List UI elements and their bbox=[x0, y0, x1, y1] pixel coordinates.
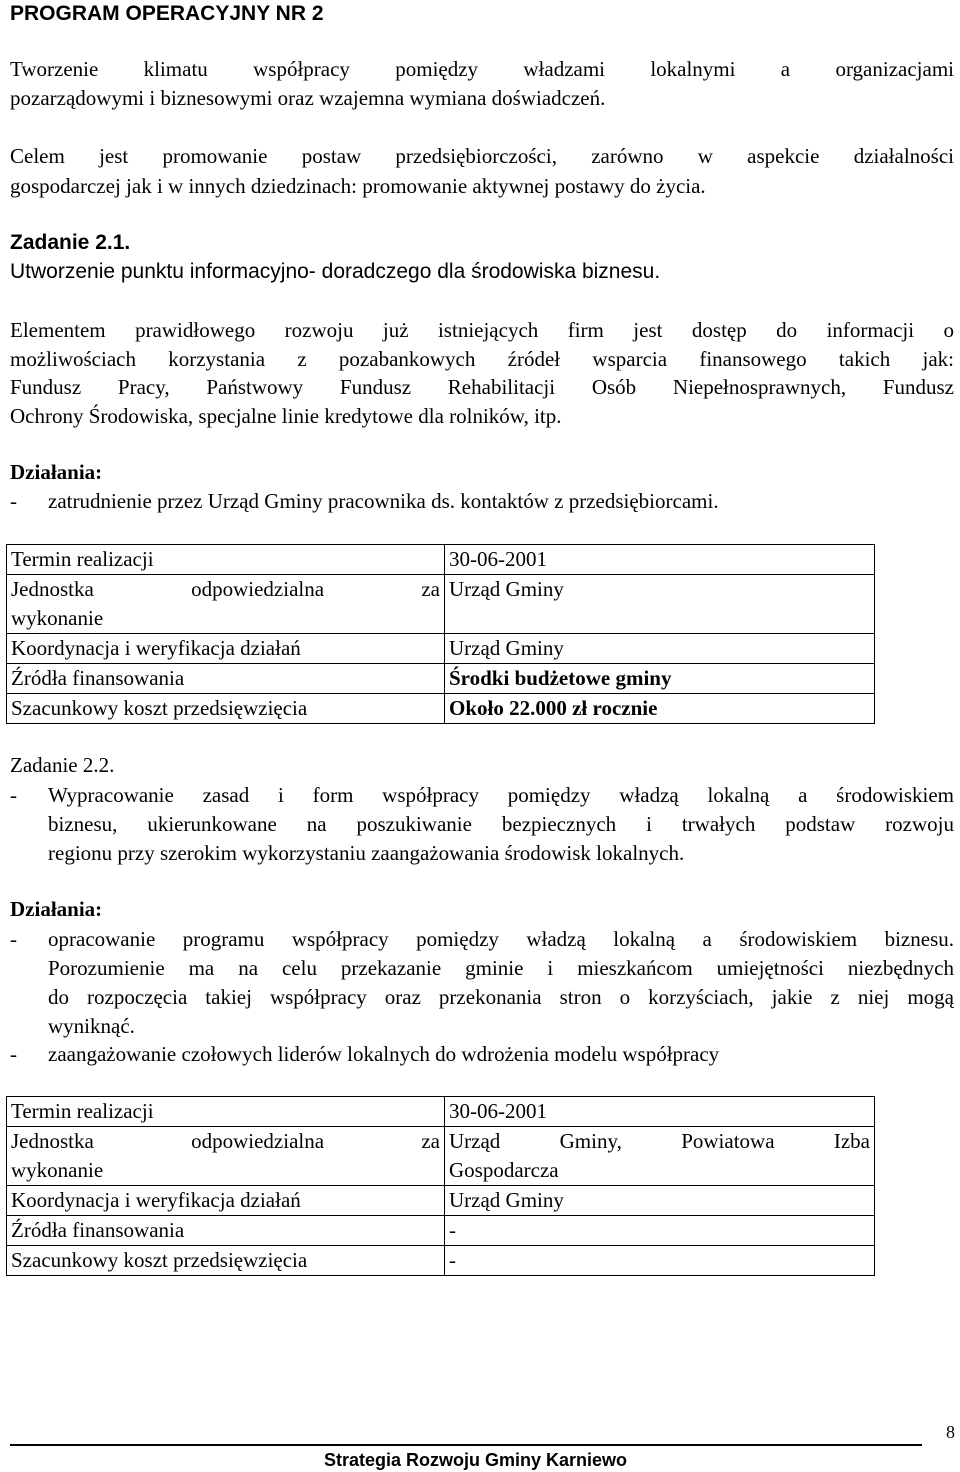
task2-intro-line-2: biznesu, ukierunkowane na poszukiwanie bezpiecznych i trwałych podstaw rozwoju bbox=[48, 812, 954, 836]
zrodla-value: Środki budżetowe gminy bbox=[445, 664, 875, 694]
koszt-label: Szacunkowy koszt przedsięwzięcia bbox=[7, 694, 445, 724]
task1-body-line-2: możliwościach korzystania z pozabankowych źródeł wsparcia finansowego takich jak: bbox=[10, 347, 954, 371]
footer-text: Strategia Rozwoju Gminy Karniewo bbox=[324, 1450, 628, 1470]
page-heading: PROGRAM OPERACYJNY NR 2 bbox=[10, 2, 324, 25]
termin-value: 30-06-2001 bbox=[445, 545, 875, 575]
jednostka-label: Jednostka odpowiedzialna za wykonanie bbox=[7, 1127, 445, 1186]
aim-line-2: gospodarczej jak i w innych dziedzinach: promowanie aktywnej postawy do życia. bbox=[10, 174, 706, 198]
task1-label: Zadanie 2.1. bbox=[10, 231, 131, 254]
task1-body-line-4: Ochrony Środowiska, specjalne linie kredytowe dla rolników, itp. bbox=[10, 404, 562, 428]
koordynacja-label: Koordynacja i weryfikacja działań bbox=[7, 1186, 445, 1216]
task1-body-line-3: Fundusz Pracy, Państwowy Fundusz Rehabilitacji Osób Niepełnosprawnych, Fundusz bbox=[10, 375, 954, 399]
task2-actions-label: Działania: bbox=[10, 897, 103, 921]
zrodla-value: - bbox=[445, 1216, 875, 1246]
koordynacja-value: Urząd Gminy bbox=[445, 1186, 875, 1216]
task1-body-line-1: Elementem prawidłowego rozwoju już istniejących firm jest dostęp do informacji o bbox=[10, 318, 954, 342]
task2-action1-line-4: wyniknąć. bbox=[48, 1014, 135, 1038]
task2-intro-line-1: Wypracowanie zasad i form współpracy pomiędzy władzą lokalną a środowiskiem bbox=[48, 783, 954, 807]
task2-action1-line-3: do rozpoczęcia takiej współpracy oraz przekonania stron o korzyściach, jakie z niej mogą bbox=[48, 985, 954, 1009]
task2-action2: zaangażowanie czołowych liderów lokalnych do wdrożenia modelu współpracy bbox=[48, 1042, 720, 1066]
task1-actions-label: Działania: bbox=[10, 460, 103, 484]
task2-action1-line-1: opracowanie programu współpracy pomiędzy władzą lokalną a środowiskiem biznesu. bbox=[48, 927, 954, 951]
task2-action1-dash: - bbox=[10, 927, 17, 951]
table-row bbox=[7, 1246, 875, 1276]
table-row bbox=[7, 545, 875, 575]
table-row bbox=[7, 694, 875, 724]
task2-label: Zadanie 2.2. bbox=[10, 753, 115, 777]
zrodla-label: Źródła finansowania bbox=[7, 664, 445, 694]
task2-action1-line-2: Porozumienie ma na celu przekazanie gminie i mieszkańcom umiejętności niezbędnych bbox=[48, 956, 954, 980]
task1-title: Utworzenie punktu informacyjno- doradczego dla środowiska biznesu. bbox=[10, 260, 661, 283]
task2-intro-line-3: regionu przy szerokim wykorzystaniu zaangażowania środowisk lokalnych. bbox=[48, 841, 685, 865]
task2-intro-dash: - bbox=[10, 783, 17, 807]
koszt-value: - bbox=[445, 1246, 875, 1276]
task1-table bbox=[6, 544, 875, 724]
task1-action-dash: - bbox=[10, 489, 17, 513]
koszt-label: Szacunkowy koszt przedsięwzięcia bbox=[7, 1246, 445, 1276]
zrodla-label: Źródła finansowania bbox=[7, 1216, 445, 1246]
termin-value: 30-06-2001 bbox=[445, 1097, 875, 1127]
koszt-value: Około 22.000 zł rocznie bbox=[445, 694, 875, 724]
table-row bbox=[7, 1127, 875, 1186]
jednostka-value: Urząd Gminy, Powiatowa Izba Gospodarcza bbox=[445, 1127, 875, 1186]
table-row bbox=[7, 1216, 875, 1246]
task2-table bbox=[6, 1096, 875, 1276]
subtitle-line-1: Tworzenie klimatu współpracy pomiędzy władzami lokalnymi a organizacjami bbox=[10, 57, 954, 81]
koordynacja-label: Koordynacja i weryfikacja działań bbox=[7, 634, 445, 664]
jednostka-label: Jednostka odpowiedzialna za wykonanie bbox=[7, 575, 445, 634]
termin-label: Termin realizacji bbox=[7, 1097, 445, 1127]
table-row bbox=[7, 1186, 875, 1216]
footer-rule bbox=[10, 1444, 922, 1446]
table-row bbox=[7, 634, 875, 664]
page-number: 8 bbox=[946, 1422, 955, 1442]
subtitle-line-2: pozarządowymi i biznesowymi oraz wzajemna wymiana doświadczeń. bbox=[10, 86, 606, 110]
task2-action2-dash: - bbox=[10, 1042, 17, 1066]
jednostka-value: Urząd Gminy bbox=[445, 575, 875, 634]
table-row bbox=[7, 664, 875, 694]
aim-line-1: Celem jest promowanie postaw przedsiębiorczości, zarówno w aspekcie działalności bbox=[10, 144, 954, 168]
table-row bbox=[7, 1097, 875, 1127]
koordynacja-value: Urząd Gminy bbox=[445, 634, 875, 664]
table-row bbox=[7, 575, 875, 634]
termin-label: Termin realizacji bbox=[7, 545, 445, 575]
task1-action-1: zatrudnienie przez Urząd Gminy pracownika ds. kontaktów z przedsiębiorcami. bbox=[48, 489, 719, 513]
